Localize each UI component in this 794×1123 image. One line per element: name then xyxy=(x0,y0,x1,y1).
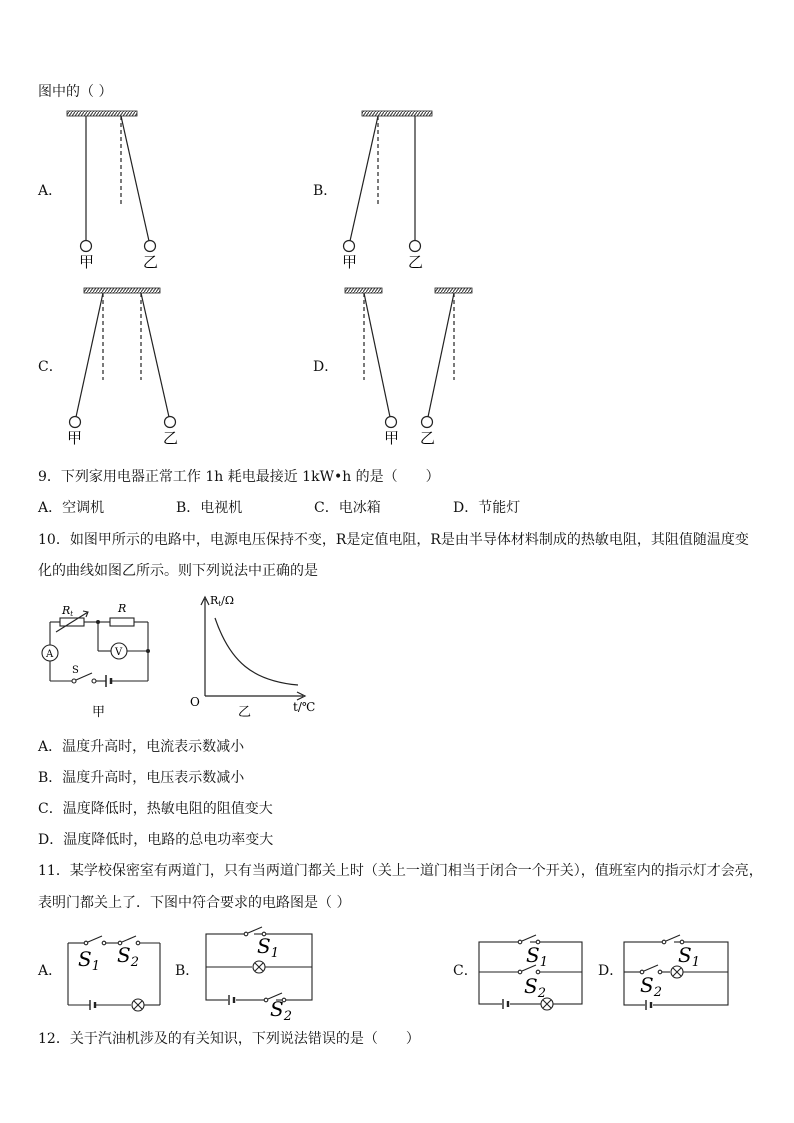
svg-text:O: O xyxy=(190,695,200,709)
q8-option-a-label: A． xyxy=(38,183,63,199)
svg-text:S2: $S_2$ xyxy=(117,943,139,970)
q8-c-ball-jia: 甲 xyxy=(67,429,83,447)
q8-d-ball-jia: 甲 xyxy=(384,429,400,447)
q8-option-d-label: D． xyxy=(313,359,339,375)
svg-text:S2: $S_2$ xyxy=(524,974,546,1001)
q10-stem-line1: 10．如图甲所示的电路中，电源电压保持不变，R是定值电阻，R是由半导体材料制成的热敏电阻，其阻值随温度变 xyxy=(38,532,749,548)
q8-option-b-label: B． xyxy=(313,183,338,199)
q11-option-a-label: A． xyxy=(38,963,63,979)
svg-text:S1: $S_1$ xyxy=(526,943,548,970)
q11-stem-line1: 11．某学校保密室有两道门，只有当两道门都关上时（关上一道门相当于闭合一个开关），值班室内的指示灯才会亮， xyxy=(38,863,763,879)
q11-option-c-label: C． xyxy=(453,963,478,979)
svg-text:S1: $S_1$ xyxy=(78,947,100,974)
q11-stem-line2: 表明门都关上了．下图中符合要求的电路图是（ ） xyxy=(38,895,351,911)
q9-stem: 9．下列家用电器正常工作 1h 耗电最接近 1kW•h 的是（ ） xyxy=(38,469,440,485)
svg-text:S2: $S_2$ xyxy=(640,973,662,1000)
q8-option-c-label: C． xyxy=(38,359,63,375)
q9-option-a: A．空调机 xyxy=(38,500,105,516)
svg-text:S: S xyxy=(72,665,79,676)
q8-b-ball-jia: 甲 xyxy=(342,253,358,271)
q10-graph-caption: 乙 xyxy=(238,705,252,720)
q10-option-c: C．温度降低时，热敏电阻的阻值变大 xyxy=(38,801,273,817)
svg-text:Rt: Rt xyxy=(62,604,74,618)
q10-option-a: A．温度升高时，电流表示数减小 xyxy=(38,739,245,755)
svg-text:t/℃: t/℃ xyxy=(293,700,316,714)
q11-option-d-label: D． xyxy=(598,963,624,979)
svg-text:R: R xyxy=(118,602,127,615)
q9-option-d: D．节能灯 xyxy=(453,500,521,516)
q10-circuit-caption: 甲 xyxy=(92,705,106,720)
q8-a-ball-yi: 乙 xyxy=(143,253,159,271)
svg-text:S2: $S_2$ xyxy=(270,997,292,1024)
q8-d-ball-yi: 乙 xyxy=(420,429,436,447)
q8-a-ball-jia: 甲 xyxy=(79,253,95,271)
q9-option-b: B．电视机 xyxy=(176,500,243,516)
q10-stem-line2: 化的曲线如图乙所示。则下列说法中正确的是 xyxy=(38,563,318,579)
svg-text:A: A xyxy=(46,649,54,660)
svg-text:S1: $S_1$ xyxy=(678,943,700,970)
q8-lead: 图中的（ ） xyxy=(38,84,113,100)
q8-c-ball-yi: 乙 xyxy=(163,429,179,447)
q10-option-b: B．温度升高时，电压表示数减小 xyxy=(38,770,245,786)
q12-stem: 12．关于汽油机涉及的有关知识，下列说法错误的是（ ） xyxy=(38,1031,420,1047)
q10-option-d: D．温度降低时，电路的总电功率变大 xyxy=(38,832,274,848)
q11-option-b-label: B． xyxy=(175,963,200,979)
svg-text:S1: $S_1$ xyxy=(257,934,279,961)
q8-b-ball-yi: 乙 xyxy=(408,253,424,271)
svg-text:Rt/Ω: Rt/Ω xyxy=(210,594,234,608)
q9-option-c: C．电冰箱 xyxy=(314,500,381,516)
svg-text:V: V xyxy=(115,647,123,658)
